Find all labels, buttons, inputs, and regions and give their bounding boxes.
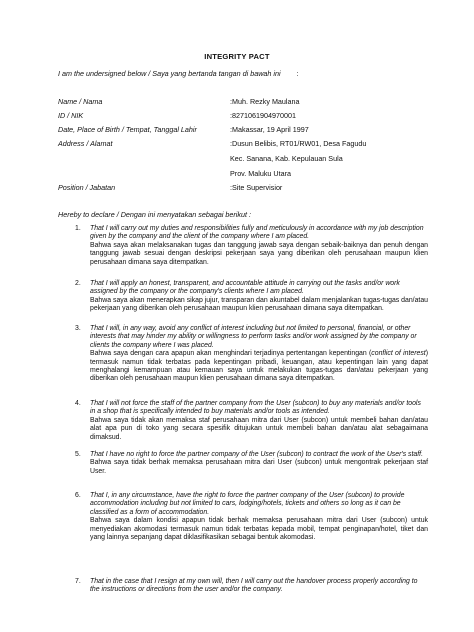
item-number: 3. [75, 325, 81, 332]
item-indonesian-text: Bahwa saya akan menerapkan sikap jujur, transparan dan akuntabel dalam menjalankan tugas-tugas dan/atau pekerjaan yang diberikan oleh perusahaan maupun klien perusahaan dimana saya ditempatkan. [90, 296, 428, 313]
item-text-italic: conflict of interest [371, 350, 426, 358]
item-english-text: That I will, in any way, avoid any conflict of interest including but not limited to personal, financial, or other interests that may hinder my ability or willingness to perform tasks and/or work assigned by the company or clients the company where I was placed. [90, 325, 417, 349]
item-number: 1. [75, 225, 81, 232]
item-english-text: That I will carry out my duties and responsibilities fully and meticulously in accordance with my job description given by the company and the client of the company where I am placed. [90, 225, 424, 241]
item-text-part: Bahwa saya dengan cara apapun akan menghindari terjadinya pertentangan kepentingan ( [90, 350, 372, 358]
intro-colon: : [296, 69, 299, 78]
item-indonesian-text [90, 350, 428, 384]
intro-text: I am the undersigned below / Saya yang bertanda tangan di bawah ini [58, 69, 281, 78]
item-number: 6. [75, 492, 81, 499]
field-value: :Site Supervisior [230, 183, 283, 192]
field-value: :Muh. Rezky Maulana [230, 97, 300, 106]
item-indonesian-text: Bahwa saya dalam kondisi apapun tidak berhak memaksa perusahaan mitra dari User (subcon) untuk menyediakan akomodasi termasuk namun tidak terbatas kepada mobil, tempat penginapan/hotel, tiket dan yang lainnya sepanjang dapat diklasifikasikan sebagai bentuk akomodasi. [90, 517, 428, 542]
intro-line [58, 69, 299, 78]
item-indonesian-text: Bahwa saya tidak berhak memaksa perusahaan mitra dari User (subcon) untuk mengontrak pekerjaan staf User. [90, 459, 428, 475]
item-english-text: That I will not force the staff of the partner company from the User (subcon) to buy any materials and/or tools in a shop that is specifically intended to buy materials and/or tools as intended. [90, 400, 421, 416]
field-value: :Makassar, 19 April 1997 [230, 125, 309, 134]
field-label: Name / Nama [58, 97, 103, 106]
item-number: 4. [75, 400, 81, 407]
field-value: Kec. Sanana, Kab. Kepulauan Sula [230, 154, 343, 163]
field-label: Address / Alamat [58, 139, 113, 148]
field-label: Position / Jabatan [58, 183, 116, 192]
declaration-heading: Hereby to declare / Dengan ini menyatakan sebagai berikut : [58, 210, 251, 219]
field-value: :8271061904970001 [230, 111, 296, 120]
item-indonesian-text: Bahwa saya akan melaksanakan tugas dan tanggung jawab saya dengan sebaik-baiknya dan penuh dengan tanggung jawab sesuai dengan deskripsi pekerjaan saya yang diberikan oleh perusahaan maupun klien perusahaan dimana saya ditempatkan. [90, 241, 428, 266]
field-label: Date, Place of Birth / Tempat, Tanggal Lahir [58, 125, 197, 134]
item-number: 7. [75, 578, 81, 585]
item-indonesian-text: Bahwa saya tidak akan memaksa staf perusahaan mitra dari User (subcon) untuk membeli bahan dan/atau alat apa pun di toko yang secara spesifik ditujukan untuk membeli bahan dan/atau alat sebagaimana dimaksud. [90, 416, 428, 441]
item-english-text: That I have no right to force the partner company of the User (subcon) to contract the work of the User's staff. [90, 451, 423, 458]
item-english-text: That I, in any circumstance, have the right to force the partner company of the User (subcon) to provide accommodation including but not limited to cars, lodging/hotels, tickets and others so long as it can be classified as a form of accommodation. [90, 492, 405, 516]
field-label: ID / NIK [58, 111, 84, 120]
item-english-text: That I will apply an honest, transparent, and accountable attitude in carrying out the tasks and/or work assigned by the company or the company's clients where I am placed. [90, 280, 400, 296]
item-english-text: That in the case that I resign at my own will, then I will carry out the handover process properly according to the instructions or directions from the user and/or the company. [90, 578, 418, 594]
field-value: :Dusun Belibis, RT01/RW01, Desa Fagudu [230, 139, 367, 148]
item-number: 5. [75, 451, 81, 458]
field-value: Prov. Maluku Utara [230, 169, 291, 178]
item-number: 2. [75, 280, 81, 287]
item-text-part: ) termasuk namun tidak terbatas pada kepentingan pribadi, keuangan, atau kepentingan lain yang dapat menghalangi kemampuan atau kemauan saya untuk melakukan tugas-tugas dan/atau pekerjaan yang diberikan oleh perusahaan maupun klien perusahaan dimana saya ditempatkan. [90, 350, 428, 383]
document-title: INTEGRITY PACT [204, 52, 270, 61]
